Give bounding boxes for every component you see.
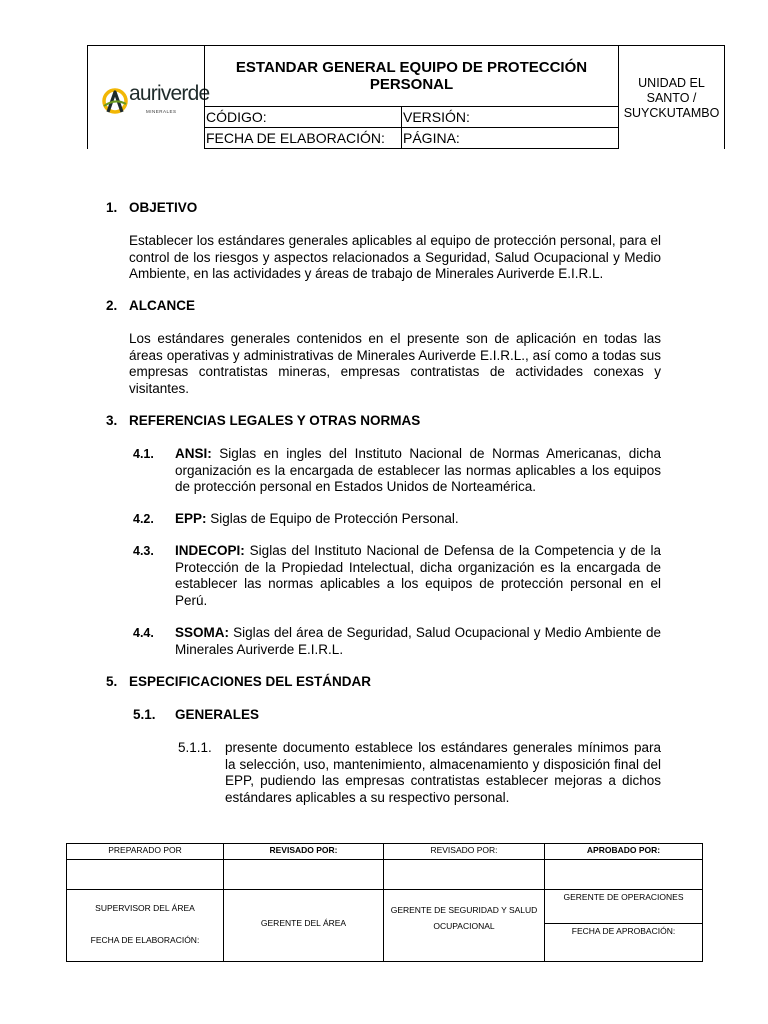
subsection-heading-generales xyxy=(133,707,259,724)
subsection-title: GENERALES xyxy=(175,707,260,722)
alcance-paragraph: Los estándares generales contenidos en el presente son de aplicación en todas las áreas operativas y administrativas de Minerales Auriverde E.I.R.L., así como a todas sus empresas contratistas mineras, empresas contratistas de actividades conexas y visitantes. xyxy=(129,331,661,396)
definition-text xyxy=(175,446,661,496)
subsection-number: 5.1. xyxy=(133,707,156,722)
definition-term: EPP: xyxy=(175,511,207,526)
definition-item-epp xyxy=(133,511,661,528)
clause-text: presente documento establece los estándares generales mínimos para la selección, uso, mantenimiento, almacenamiento y disposición final del EPP, pudiendo las empresas contratistas establecer mejoras a dichos estándares aplicables a su respectivo personal. xyxy=(225,740,661,805)
approval-date-label: FECHA DE APROBACIÓN: xyxy=(571,926,676,936)
definition-text xyxy=(175,625,661,658)
section-heading-referencias xyxy=(106,413,420,430)
section-number: 5. xyxy=(106,674,118,689)
operations-manager-role: GERENTE DE OPERACIONES xyxy=(563,892,684,902)
reviewed-by-header-2: REVISADO POR: xyxy=(430,845,498,855)
section-title: ALCANCE xyxy=(129,298,195,313)
area-manager-role: GERENTE DEL ÁREA xyxy=(260,918,347,928)
clause-number: 5.1.1. xyxy=(178,740,212,755)
definition-text xyxy=(175,543,661,609)
elaboration-date-label: FECHA DE ELABORACIÓN: xyxy=(90,935,200,945)
reviewed-by-header: REVISADO POR: xyxy=(269,845,338,855)
safety-manager-role: GERENTE DE SEGURIDAD Y SALUD OCUPACIONAL xyxy=(390,905,538,931)
item-number: 4.1. xyxy=(133,447,154,461)
section-title: ESPECIFICACIONES DEL ESTÁNDAR xyxy=(129,674,372,689)
section-heading-objetivo xyxy=(106,200,197,217)
column-divider xyxy=(223,844,224,961)
document-title: ESTANDAR GENERAL EQUIPO DE PROTECCIÓN PERSONAL xyxy=(204,45,619,107)
code-field: CÓDIGO: xyxy=(204,106,402,128)
supervisor-role: SUPERVISOR DEL ÁREA xyxy=(95,903,195,913)
definition-body: Siglas de Equipo de Protección Personal. xyxy=(206,511,459,526)
row-divider xyxy=(67,859,702,860)
logo-cell xyxy=(87,45,210,149)
signature-table xyxy=(66,843,703,962)
page-field: PÁGINA: xyxy=(401,127,619,149)
approved-by-header: APROBADO POR: xyxy=(586,845,661,855)
definition-item-ssoma xyxy=(133,625,661,658)
section-number: 3. xyxy=(106,413,118,428)
unit-name: UNIDAD EL SANTO / SUYCKUTAMBO xyxy=(618,45,725,149)
clause-5-1-1 xyxy=(178,740,661,806)
section-number: 1. xyxy=(106,200,118,215)
column-divider xyxy=(544,844,545,961)
definition-body: Siglas del área de Seguridad, Salud Ocupacional y Medio Ambiente de Minerales Auriverde E.I.R.L. xyxy=(175,625,661,657)
section-heading-especificaciones xyxy=(106,674,371,691)
item-number: 4.4. xyxy=(133,626,154,640)
version-field: VERSIÓN: xyxy=(401,106,619,128)
objetivo-paragraph: Establecer los estándares generales aplicables al equipo de protección personal, para el control de los riesgos y aspectos relacionados a Seguridad, Salud Ocupacional y Medio Ambiente, en las actividades y áreas de trabajo de Minerales Auriverde E.I.R.L. xyxy=(129,233,661,281)
section-title: OBJETIVO xyxy=(129,200,198,215)
logo-text: auriverde xyxy=(129,82,210,105)
definition-text xyxy=(175,511,661,528)
date-field: FECHA DE ELABORACIÓN: xyxy=(204,127,402,149)
column-divider xyxy=(383,844,384,961)
definition-term: INDECOPI: xyxy=(175,543,245,558)
definition-term: ANSI: xyxy=(175,446,212,461)
definition-item-indecopi xyxy=(133,543,661,609)
definition-body: Siglas del Instituto Nacional de Defensa de la Competencia y de la Protección de la Propiedad Intelectual, dicha organización es la encargada de establecer las normas aplicables a los equipos de protección personal en el Perú. xyxy=(175,543,661,608)
logo-subtext: MINERALES xyxy=(146,109,177,114)
definition-item-ansi xyxy=(133,446,661,496)
row-divider xyxy=(544,923,702,924)
auriverde-logo-icon xyxy=(102,84,128,118)
definition-term: SSOMA: xyxy=(175,625,229,640)
row-divider xyxy=(67,889,702,890)
item-number: 4.3. xyxy=(133,544,154,558)
document-header xyxy=(87,45,725,149)
definition-body: Siglas en ingles del Instituto Nacional de Normas Americanas, dicha organización es la encargada de establecer las normas aplicables a los equipos de protección personal en Estados Unidos de Norteamérica. xyxy=(175,446,661,494)
section-heading-alcance xyxy=(106,298,195,315)
company-logo xyxy=(102,82,210,122)
prepared-by-header: PREPARADO POR xyxy=(108,845,182,855)
item-number: 4.2. xyxy=(133,512,154,526)
section-number: 2. xyxy=(106,298,118,313)
section-title: REFERENCIAS LEGALES Y OTRAS NORMAS xyxy=(129,413,421,428)
